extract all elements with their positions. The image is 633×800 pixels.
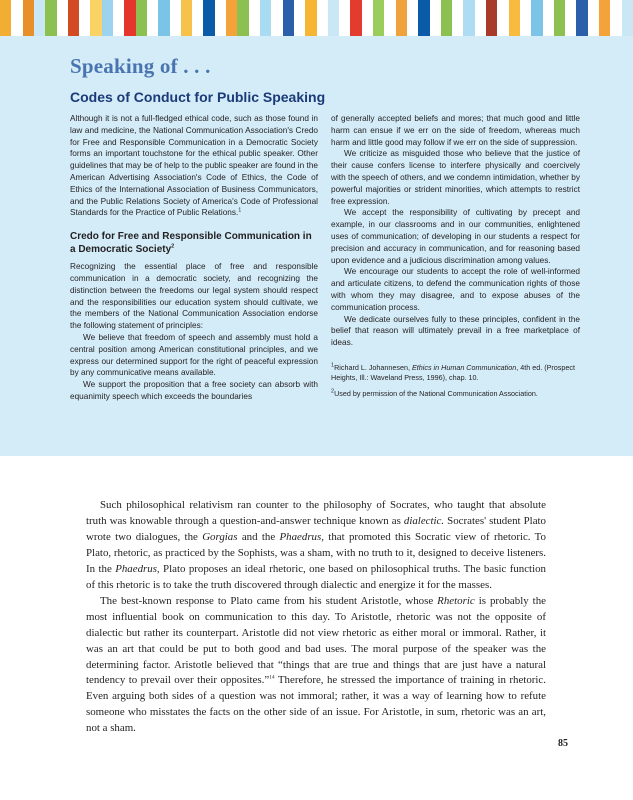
stripe [407, 0, 419, 36]
stripe [11, 0, 23, 36]
stripe [531, 0, 543, 36]
stripe [237, 0, 249, 36]
stripe [588, 0, 600, 36]
stripe [79, 0, 91, 36]
page-number: 85 [558, 738, 568, 749]
credo-paragraph: We criticize as misguided those who believe that the justice of their cause confers license to interfere physically and coercively with the speech of others, and we condemn intimidation, whether by powerful majorities or strident minorities, which attempts to restrict free expression. [331, 149, 580, 206]
stripe [158, 0, 170, 36]
stripe [23, 0, 35, 36]
sidebar-left-column [70, 113, 318, 403]
stripe [554, 0, 566, 36]
stripe [147, 0, 159, 36]
stripe [543, 0, 555, 36]
stripe [350, 0, 362, 36]
stripe [396, 0, 408, 36]
stripe [509, 0, 521, 36]
stripe [452, 0, 464, 36]
intro-paragraph: Although it is not a full-fledged ethical code, such as those found in law and medicine, the National Communication Association's Credo for Free and Responsible Communication in a Democratic Society forms an important touchstone for the ethical public speaker. Other guidelines that may be of help to the public speaker are found in the American Advertising Association's Code of Ethics, the Code of Ethics of the International Association of Business Communicators, and the Public Relations Society of America's Code of Professional Standards for the Practice of Public Relations.$^1$ [70, 114, 318, 218]
stripe [113, 0, 125, 36]
footnote-2: $^2$Used by permission of the National Communication Association. [331, 388, 538, 398]
stripe [226, 0, 238, 36]
credo-paragraph: We accept the responsibility of cultivating by precept and example, in our classrooms and in our communities, enlightened uses of communication; of developing in our students a respect for precision and accuracy in communication, and for reasoning based upon evidence and a judicious discrimination among values. [331, 208, 580, 265]
stripe [57, 0, 69, 36]
sidebar-title: Speaking of . . . [70, 54, 211, 78]
stripe [34, 0, 46, 36]
stripe [463, 0, 475, 36]
stripe [475, 0, 487, 36]
stripe [610, 0, 622, 36]
stripe [90, 0, 102, 36]
credo-paragraph: of generally accepted beliefs and mores; that much good and little harm can ensue if we err on the side of freedom, whereas much harm and little good may follow if we err on the side of suppression. [331, 114, 580, 147]
stripe [181, 0, 193, 36]
stripe [565, 0, 577, 36]
stripe [622, 0, 633, 36]
stripe [520, 0, 532, 36]
stripe [317, 0, 329, 36]
stripe [441, 0, 453, 36]
stripe [328, 0, 340, 36]
stripe [68, 0, 80, 36]
stripe [294, 0, 306, 36]
stripe [305, 0, 317, 36]
credo-paragraph: We dedicate ourselves fully to these principles, confident in the belief that reason will ultimately prevail in a free marketplace of ideas. [331, 314, 580, 348]
stripe [339, 0, 351, 36]
body-paragraph: The best-known response to Plato came from his student Aristotle, whose Rhetoric is probably the most influential book on communication to this day. To Aristotle, rhetoric was not the opposite of dialectic but rather its counterpart. Aristotle did not view rhetoric as either moral or immoral. Rather, it was an art that could be put to both good and bad uses. The moral purpose of the speaker was the determining factor. Aristotle believed that “things that are true and things that are just have a natural tendency to prevail over their opposites.”$^{14}$ Therefore, he stressed the importance of training in rhetoric. Even arguing both sides of a question was not immoral; rather, it was a way of learning how to refute someone who misstates the facts on the other side of an issue. For Aristotle, in sum, rhetoric was an art, not a sham. [86, 594, 546, 735]
footnote-ref-2: 2 [171, 243, 175, 250]
footnote-ref-14: 14 [269, 674, 275, 681]
stripe [418, 0, 430, 36]
stripe [215, 0, 227, 36]
stripe [260, 0, 272, 36]
stripe [45, 0, 57, 36]
stripe [102, 0, 114, 36]
footnote-1: $^1$Richard L. Johannesen, Ethics in Human Communication, 4th ed. (Prospect Heights, Ill.: Waveland Press, 1996), chap. 10. [331, 362, 575, 383]
sidebar-footnotes [331, 363, 580, 400]
stripe [599, 0, 611, 36]
stripe [124, 0, 136, 36]
sidebar-heading: Codes of Conduct for Public Speaking [70, 89, 326, 105]
stripe [136, 0, 148, 36]
body-paragraph: Such philosophical relativism ran counter to the philosophy of Socrates, who taught that absolute truth was knowable through a question-and-answer technique known as dialectic. Socrates' student Plato wrote two dialogues, the Gorgias and the Phaedrus, that promoted this Socratic view of rhetoric. To Plato, rhetoric, as practiced by the Sophists, was a sham, with no truth to it, designed to deceive listeners. In the Phaedrus, Plato proposes an ideal rhetoric, one based on philosophical truths. The basic function of this rhetoric is to take the truth discovered through dialectic and energize it for the masses. [86, 499, 547, 591]
stripe [271, 0, 283, 36]
stripe [192, 0, 204, 36]
stripe [430, 0, 442, 36]
stripe [486, 0, 498, 36]
credo-paragraph: We encourage our students to accept the role of well-informed and articulate citizens, to defend the communication rights of those with whom they may disagree, and to expose abuses of the communication process. [331, 267, 580, 312]
footnote-ref-1: 1 [238, 207, 242, 214]
credo-heading: Credo for Free and Responsible Communication in a Democratic Society$^2$ [70, 231, 312, 255]
stripe [249, 0, 261, 36]
stripe [576, 0, 588, 36]
main-body-text [86, 498, 546, 737]
stripe [373, 0, 385, 36]
stripe [497, 0, 509, 36]
stripe [0, 0, 12, 36]
stripe [203, 0, 215, 36]
stripe [384, 0, 396, 36]
credo-paragraph: We believe that freedom of speech and assembly must hold a central position among American constitutional principles, and we express our determined support for the right of peaceful expression by any communicative means available. [70, 332, 318, 378]
credo-paragraph: Recognizing the essential place of free and responsible communication in a democratic society, and recognizing the distinction between the freedoms our legal system should respect and the responsibilities our education system should cultivate, we the members of the National Communication Association endorse the following statement of principles: [70, 262, 318, 331]
stripe [283, 0, 295, 36]
stripe [362, 0, 374, 36]
stripe [170, 0, 182, 36]
credo-paragraph: We support the proposition that a free society can absorb with equanimity speech which exceeds the boundaries [70, 380, 318, 401]
sidebar-right-column [331, 113, 580, 404]
decorative-stripe-bar [0, 0, 633, 36]
